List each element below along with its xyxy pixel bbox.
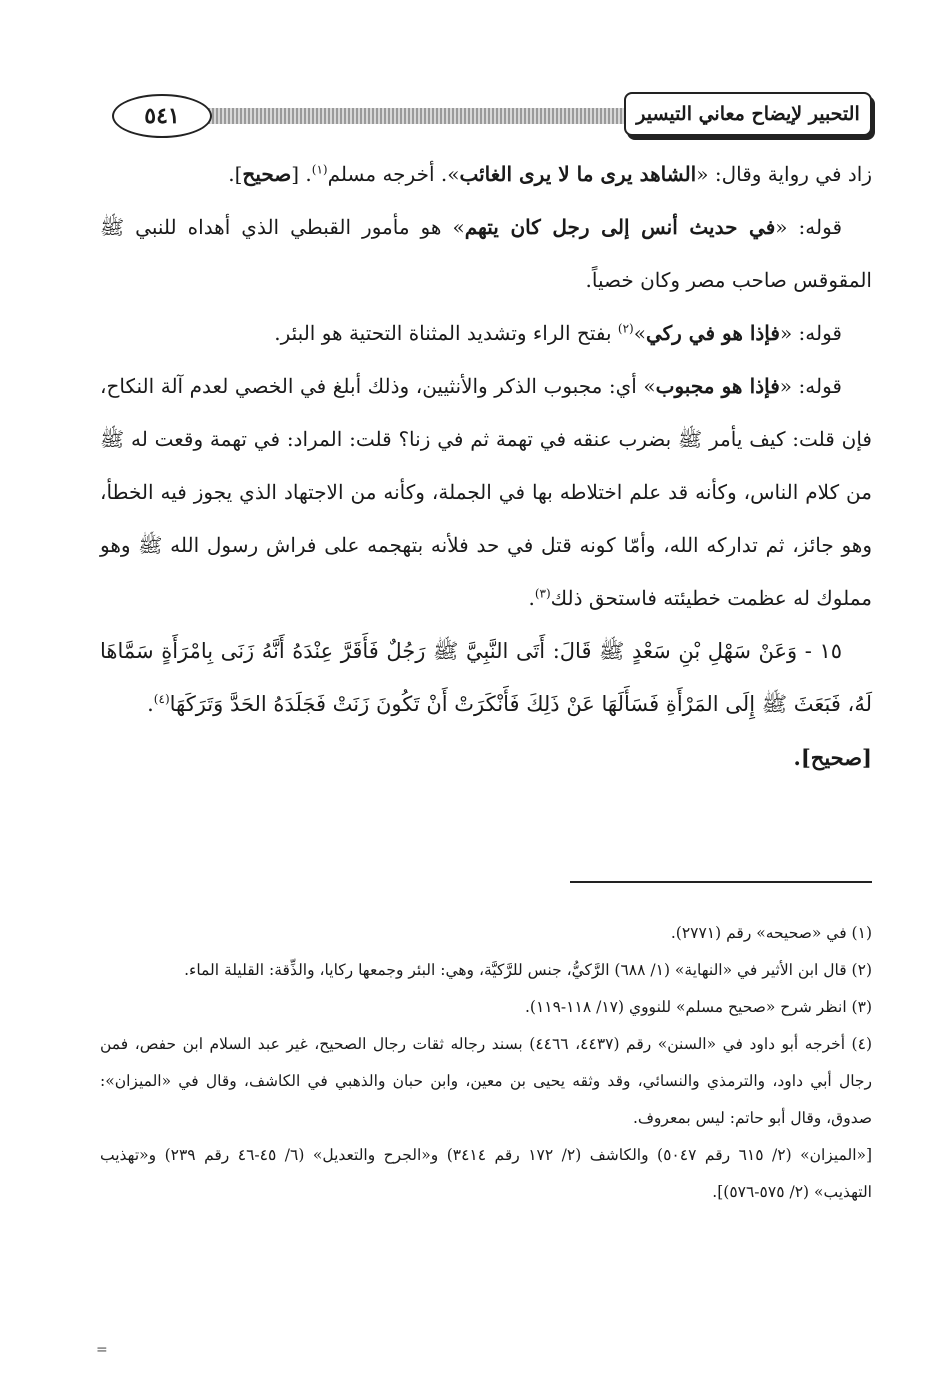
text-run: قوله: « <box>775 215 842 239</box>
footnote-1: (١) في «صحيحه» رقم (٢٧٧١). <box>670 924 872 942</box>
text-run: بفتح الراء وتشديد المثناة التحتية هو البئر. <box>274 321 618 345</box>
text-run: قوله: « <box>779 374 842 398</box>
paragraph-2 <box>100 201 872 307</box>
main-text <box>100 148 872 784</box>
paragraph-4 <box>100 360 872 625</box>
quoted-phrase: الشاهد يرى ما لا يرى الغائب <box>459 162 697 186</box>
footnote-ref-1[interactable]: (١) <box>311 162 328 177</box>
footnote-separator <box>570 881 872 883</box>
paragraph-3 <box>100 307 872 360</box>
footnote-4: (٤) أخرجه أبو داود في «السنن» رقم (٤٤٣٧، ٤٤٦٦) بسند رجاله ثقات رجال الصحيح، غير عبد السلام ابن حفص، فمن رجال أبي داود، والترمذي والنسائي، وقد وثقه يحيى بن معين، وابن حبان والذهبي في الكاشف، وقال في «الميزان»: صدوق، وقال أبو حاتم: ليس بمعروف. <box>100 1035 872 1127</box>
page-mark: = <box>96 1342 108 1358</box>
header-decorative-band <box>180 108 632 124</box>
footnote-3: (٣) انظر شرح «صحيح مسلم» للنووي (١٧/ ١١٨-١١٩). <box>524 998 872 1016</box>
footnotes <box>100 915 872 1211</box>
text-run: . [ <box>291 162 312 186</box>
text-run: قوله: « <box>779 321 842 345</box>
quoted-phrase: فإذا هو مجبوب <box>655 374 780 398</box>
grading-tag: [صحيح]. <box>793 745 872 770</box>
footnote-ref-3[interactable]: (٣) <box>534 586 551 601</box>
page-number: ٥٤١ <box>112 94 212 138</box>
text-run: ». أخرجه مسلم <box>327 162 460 186</box>
footnote-ref-2[interactable]: (٢) <box>617 321 634 336</box>
hadith-text: ١٥ - وَعَنْ سَهْلِ بْنِ سَعْدٍ ﷺ قَالَ: أَتَى النَّبِيَّ ﷺ رَجُلٌ فَأَقَرَّ عِنْدَهُ أَنَّهُ زَنَى بِامْرَأَةٍ سَمَّاهَا لَهُ، فَبَعَثَ ﷺ إِلَى المَرْأَةِ فَسَأَلَهَا عَنْ ذَلِكَ فَأَنْكَرَتْ أَنْ تَكُونَ زَنَتْ فَجَلَدَهُ الحَدَّ وَتَرَكَهَا <box>100 639 872 716</box>
text-run: » <box>633 321 646 345</box>
hadith-15 <box>100 625 872 731</box>
footnote-ref-4[interactable]: (٤) <box>153 692 170 706</box>
footnote-4-sources: [«الميزان» (٢/ ٦١٥ رقم ٥٠٤٧) والكاشف (٢/ ١٧٢ رقم ٣٤١٤) و«الجرح والتعديل» (٦/ ٤٥-٤٦ رقم ٢٣٩) و«تهذيب التهذيب» (٢/ ٥٧٥-٥٧٦)]. <box>100 1146 873 1201</box>
text-run: . <box>147 692 154 716</box>
quoted-phrase: فإذا هو في ركي <box>645 321 780 345</box>
grading-label: صحيح <box>242 162 292 186</box>
text-run: . <box>528 586 535 610</box>
text-run: » هو مأمور القبطي الذي أهداه للنبي ﷺ المقوقس صاحب مصر وكان خصياً. <box>100 215 872 292</box>
footnote-2: (٢) قال ابن الأثير في «النهاية» (١/ ٦٨٨) الرَّكيُّ، جنس للرَّكيَّة، وهي: البئر وجمعها ركايا، والذِّقة: القليلة الماء. <box>184 961 872 979</box>
text-run: ]. <box>228 162 243 186</box>
page-header <box>100 92 872 140</box>
paragraph-1 <box>100 148 872 201</box>
text-run: زاد في رواية وقال: « <box>696 162 872 186</box>
quoted-phrase: في حديث أنس إلى رجل كان يتهم <box>464 215 776 239</box>
text-run: » أي: مجبوب الذكر والأنثيين، وذلك أبلغ في الخصي لعدم آلة النكاح، فإن قلت: كيف يأمر ﷺ بضرب عنقه في تهمة ثم في زنا؟ قلت: المراد: في تهمة وقعت له ﷺ من كلام الناس، وكأنه قد علم اختلاطه بها في الجملة، وكأنه من الاجتهاد الذي يجوز فيه الخطأ، وهو جائز، ثم تداركه الله، وأمّا كونه قتل في حد فلأنه بتهجمه على فراش رسول الله ﷺ وهو مملوك له عظمت خطيئته فاستحق ذلك <box>100 374 872 610</box>
book-title: التحبير لإيضاح معاني التيسير <box>624 92 872 136</box>
